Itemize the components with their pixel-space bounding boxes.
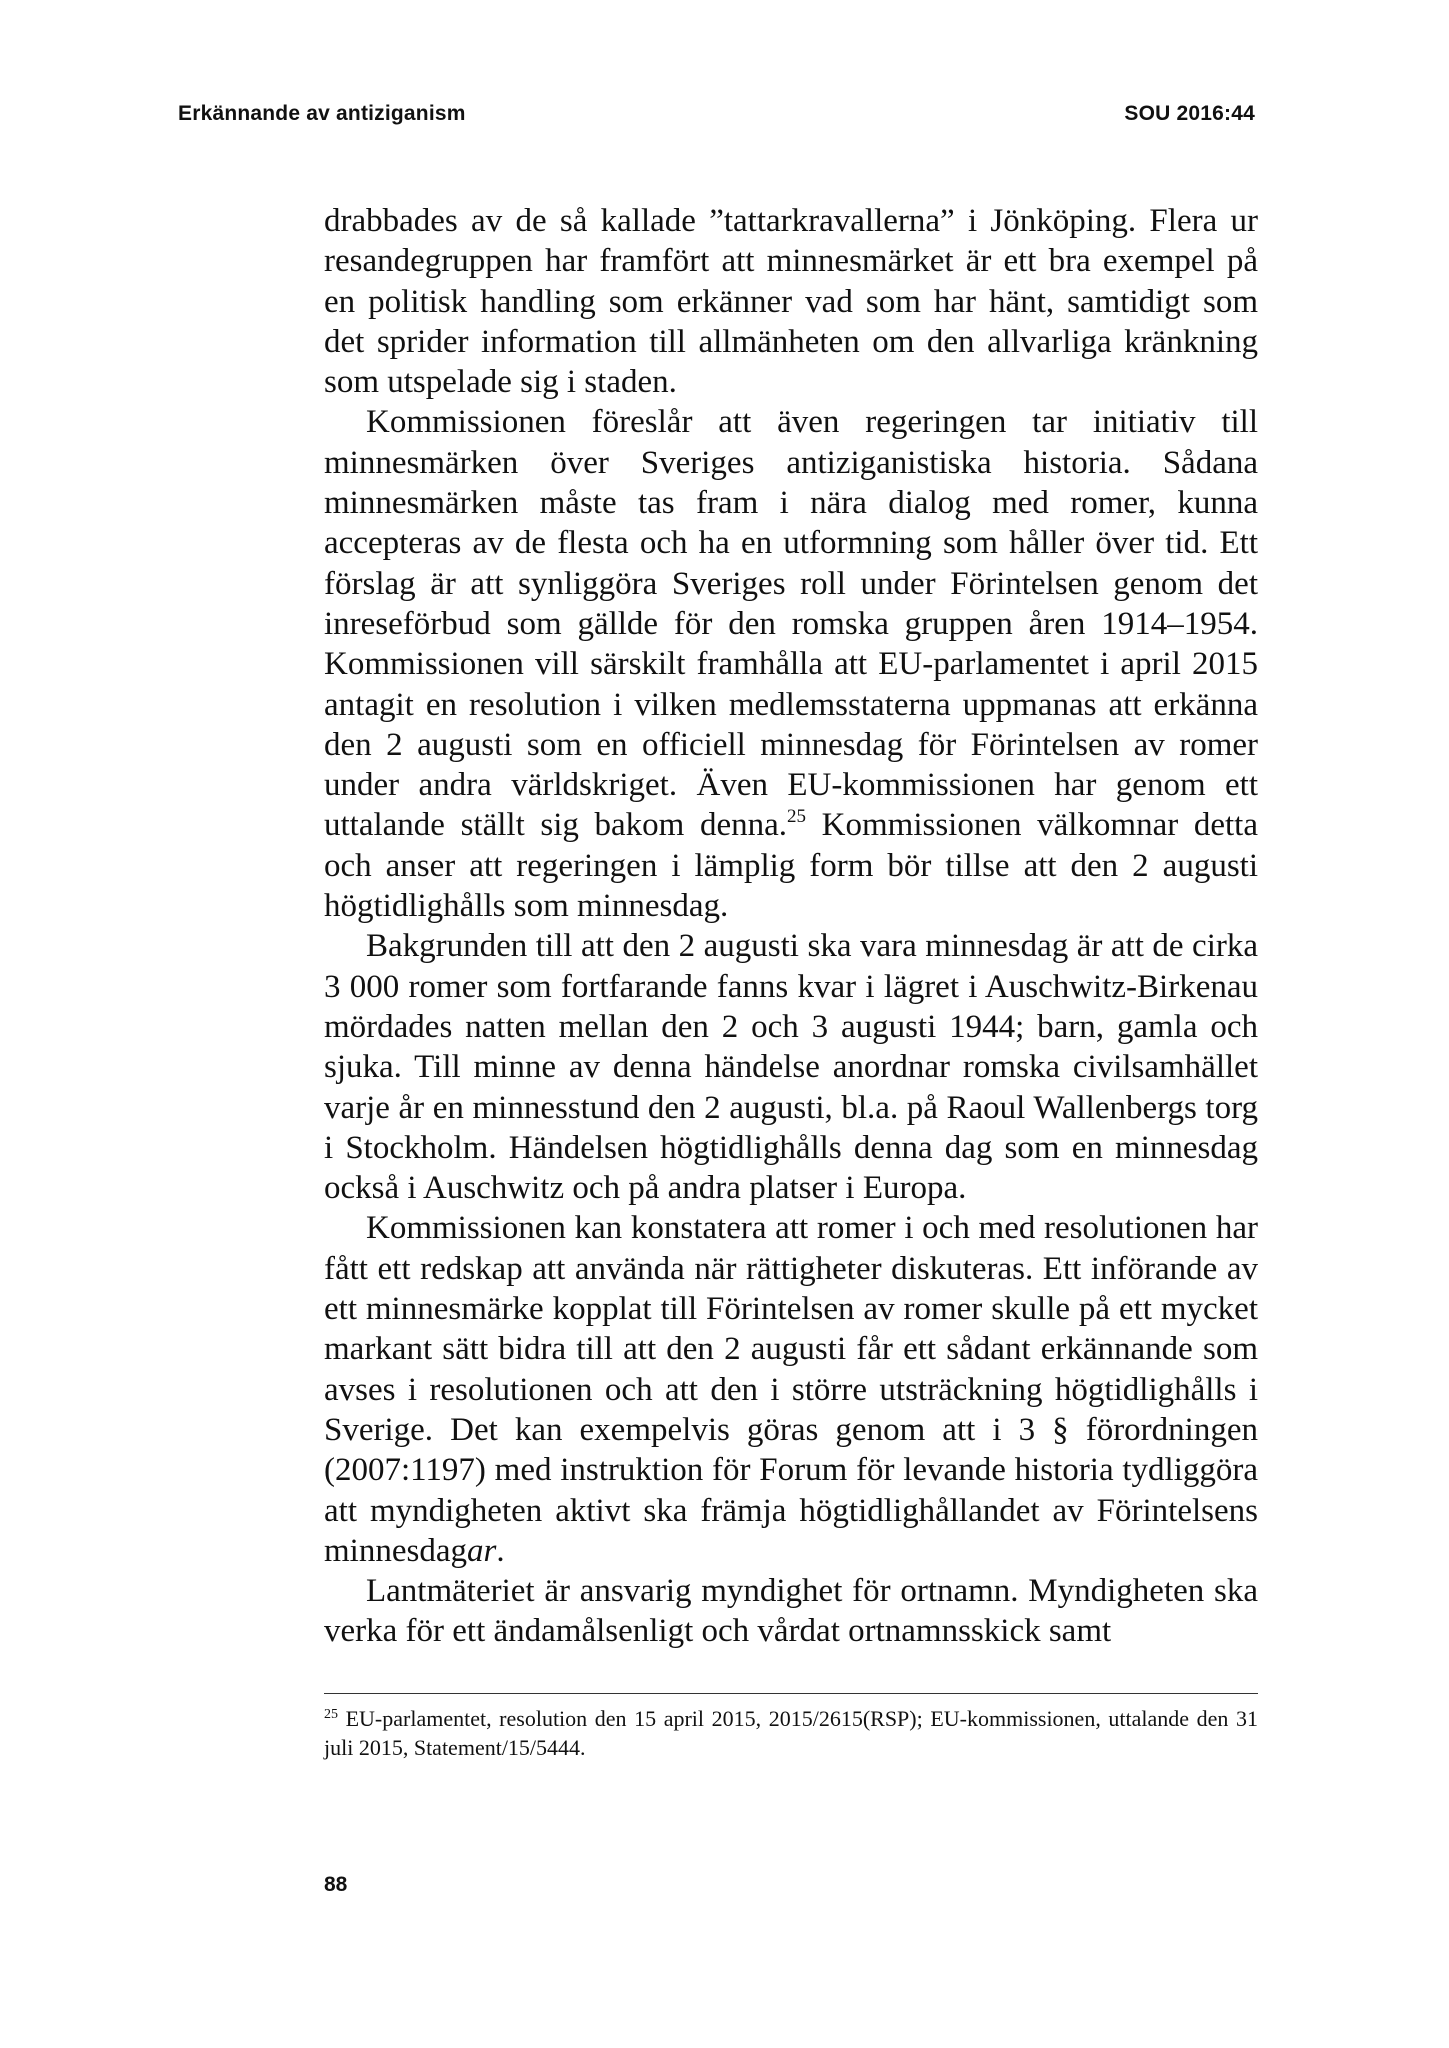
page-number: 88 [324, 1873, 348, 1896]
running-header-report-number: SOU 2016:44 [1124, 102, 1255, 125]
paragraph-5-text: Lantmäteriet är ansvarig myndighet för ortnamn. Myndigheten ska verka för ett ändamålsenligt och vårdat ortnamnsskick samt [324, 1573, 1258, 1650]
paragraph-5 [324, 1571, 1258, 1652]
footnote [324, 1704, 1258, 1762]
running-header-title: Erkännande av antiziganism [178, 102, 466, 125]
paragraph-2-text-continued: Kommissionen välkomnar detta och anser att regeringen i lämplig form bör tillse att den 2 augusti högtidlighålls som minnesdag. [324, 807, 1258, 925]
footnote-reference: 25 [787, 806, 807, 828]
footnote-text: EU-parlamentet, resolution den 15 april 2015, 2015/2615(RSP); EU-kommissionen, uttalande den 31 juli 2015, Statement/15/5444. [324, 1706, 1258, 1760]
paragraph-3-text: Bakgrunden till att den 2 augusti ska vara minnesdag är att de cirka 3 000 romer som fortfarande fanns kvar i lägret i Auschwitz-Birkenau mördades natten mellan den 2 och 3 augusti 1944; barn, gamla och sjuka. Till minne av denna händelse anordnar romska civilsamhället varje år en minnesstund den 2 augusti, bl.a. på Raoul Wallenbergs torg i Stockholm. Händelsen högtidlighålls denna dag som en minnesdag också i Auschwitz och på andra platser i Europa. [324, 928, 1258, 1207]
paragraph-4-text: Kommissionen kan konstatera att romer i och med resolutionen har fått ett redskap att använda när rättigheter diskuteras. Ett införande av ett minnesmärke kopplat till Förintelsen av romer skulle på ett mycket markant sätt bidra till att den 2 augusti får ett sådant erkännande som avses i resolutionen och att den i större utsträckning högtidlighålls i Sverige. Det kan exempelvis göras genom att i 3 § förordningen (2007:1197) med instruktion för Forum för levande historia tydliggöra att myndigheten aktivt ska främja högtidlighållandet av Förintelsens minnesdag [324, 1210, 1258, 1569]
paragraph-4-text-end: . [496, 1532, 505, 1569]
paragraph-4-italic-suffix: ar [466, 1532, 497, 1569]
paragraph-2 [324, 402, 1258, 926]
paragraph-2-text: Kommissionen föreslår att även regeringen tar initiativ till minnesmärken över Sveriges antiziganistiska historia. Sådana minnesmärken måste tas fram i nära dialog med romer, kunna accepteras av de flesta och ha en utformning som håller över tid. Ett förslag är att synliggöra Sveriges roll under Förintelsen genom det inreseförbud som gällde för den romska gruppen åren 1914–1954. Kommissionen vill särskilt framhålla att EU-parlamentet i april 2015 antagit en resolution i vilken medlemsstaterna uppmanas att erkänna den 2 augusti som en officiell minnesdag för Förintelsen av romer under andra världskriget. Även EU-kommissionen har genom ett uttalande ställt sig bakom denna. [324, 404, 1258, 844]
paragraph-3 [324, 926, 1258, 1208]
paragraph-1-text: drabbades av de så kallade ”tattarkravallerna” i Jönköping. Flera ur resandegruppen har framfört att minnesmärket är ett bra exempel på en politisk handling som erkänner vad som har hänt, samtidigt som det sprider information till allmänheten om den allvarliga kränkning som utspelade sig i staden. [324, 203, 1258, 401]
footnote-number: 25 [324, 1707, 338, 1722]
paragraph-4 [324, 1208, 1258, 1571]
body-text [324, 201, 1258, 1652]
paragraph-1 [324, 201, 1258, 402]
footnote-divider [324, 1693, 1258, 1694]
